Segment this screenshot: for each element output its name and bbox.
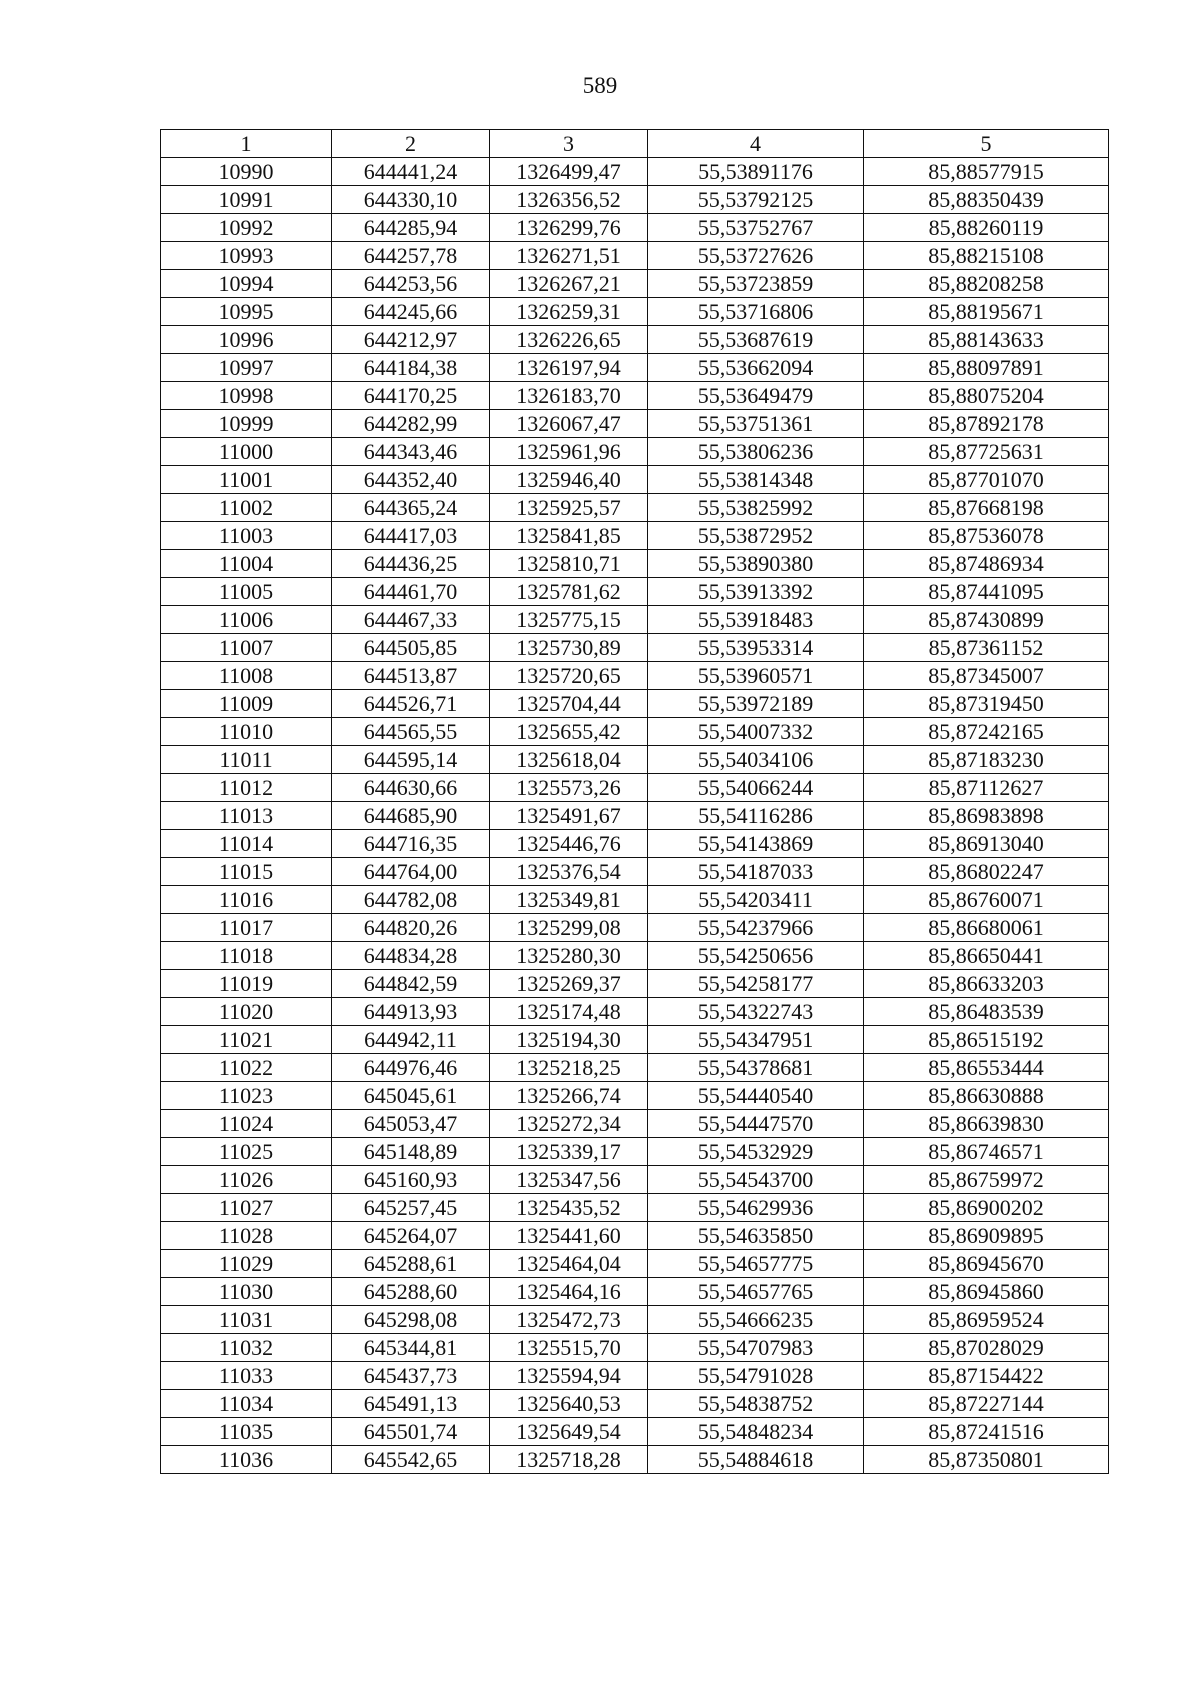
longitude-cell: 85,88350439: [864, 186, 1109, 214]
longitude-cell: 85,88577915: [864, 158, 1109, 186]
longitude-cell: 85,87183230: [864, 746, 1109, 774]
longitude-cell: 85,87892178: [864, 410, 1109, 438]
table-row: [161, 494, 1109, 522]
table-row: [161, 214, 1109, 242]
point-number-cell: 11022: [161, 1054, 332, 1082]
latitude-cell: 55,54250656: [648, 942, 864, 970]
x-coordinate-cell: 644352,40: [332, 466, 490, 494]
longitude-cell: 85,86909895: [864, 1222, 1109, 1250]
y-coordinate-cell: 1326226,65: [490, 326, 648, 354]
latitude-cell: 55,53723859: [648, 270, 864, 298]
x-coordinate-cell: 645491,13: [332, 1390, 490, 1418]
longitude-cell: 85,88195671: [864, 298, 1109, 326]
longitude-cell: 85,87701070: [864, 466, 1109, 494]
table-row: [161, 774, 1109, 802]
longitude-cell: 85,86759972: [864, 1166, 1109, 1194]
table-row: [161, 606, 1109, 634]
y-coordinate-cell: 1326259,31: [490, 298, 648, 326]
longitude-cell: 85,87430899: [864, 606, 1109, 634]
longitude-cell: 85,87345007: [864, 662, 1109, 690]
table-row: [161, 942, 1109, 970]
longitude-cell: 85,88075204: [864, 382, 1109, 410]
point-number-cell: 10994: [161, 270, 332, 298]
column-header-1: 1: [161, 130, 332, 158]
y-coordinate-cell: 1326067,47: [490, 410, 648, 438]
x-coordinate-cell: 644441,24: [332, 158, 490, 186]
latitude-cell: 55,54440540: [648, 1082, 864, 1110]
table-row: [161, 1278, 1109, 1306]
table-row: [161, 1390, 1109, 1418]
y-coordinate-cell: 1326299,76: [490, 214, 648, 242]
longitude-cell: 85,87319450: [864, 690, 1109, 718]
longitude-cell: 85,86760071: [864, 886, 1109, 914]
y-coordinate-cell: 1325781,62: [490, 578, 648, 606]
y-coordinate-cell: 1325280,30: [490, 942, 648, 970]
point-number-cell: 11015: [161, 858, 332, 886]
point-number-cell: 10992: [161, 214, 332, 242]
x-coordinate-cell: 645501,74: [332, 1418, 490, 1446]
x-coordinate-cell: 644257,78: [332, 242, 490, 270]
latitude-cell: 55,53814348: [648, 466, 864, 494]
table-row: [161, 690, 1109, 718]
latitude-cell: 55,53960571: [648, 662, 864, 690]
latitude-cell: 55,53972189: [648, 690, 864, 718]
x-coordinate-cell: 644716,35: [332, 830, 490, 858]
y-coordinate-cell: 1326197,94: [490, 354, 648, 382]
column-header-2: 2: [332, 130, 490, 158]
y-coordinate-cell: 1325174,48: [490, 998, 648, 1026]
latitude-cell: 55,54543700: [648, 1166, 864, 1194]
table-row: [161, 634, 1109, 662]
y-coordinate-cell: 1325376,54: [490, 858, 648, 886]
longitude-cell: 85,88208258: [864, 270, 1109, 298]
column-header-3: 3: [490, 130, 648, 158]
point-number-cell: 10996: [161, 326, 332, 354]
latitude-cell: 55,54791028: [648, 1362, 864, 1390]
x-coordinate-cell: 644782,08: [332, 886, 490, 914]
x-coordinate-cell: 644253,56: [332, 270, 490, 298]
latitude-cell: 55,54707983: [648, 1334, 864, 1362]
y-coordinate-cell: 1326499,47: [490, 158, 648, 186]
point-number-cell: 11004: [161, 550, 332, 578]
y-coordinate-cell: 1325347,56: [490, 1166, 648, 1194]
y-coordinate-cell: 1325218,25: [490, 1054, 648, 1082]
x-coordinate-cell: 644365,24: [332, 494, 490, 522]
x-coordinate-cell: 644417,03: [332, 522, 490, 550]
point-number-cell: 11035: [161, 1418, 332, 1446]
point-number-cell: 10998: [161, 382, 332, 410]
x-coordinate-cell: 644330,10: [332, 186, 490, 214]
table-row: [161, 746, 1109, 774]
latitude-cell: 55,53806236: [648, 438, 864, 466]
table-row: [161, 830, 1109, 858]
y-coordinate-cell: 1325961,96: [490, 438, 648, 466]
longitude-cell: 85,86983898: [864, 802, 1109, 830]
y-coordinate-cell: 1325266,74: [490, 1082, 648, 1110]
latitude-cell: 55,54347951: [648, 1026, 864, 1054]
longitude-cell: 85,87028029: [864, 1334, 1109, 1362]
longitude-cell: 85,88215108: [864, 242, 1109, 270]
latitude-cell: 55,54034106: [648, 746, 864, 774]
table-row: [161, 326, 1109, 354]
latitude-cell: 55,54237966: [648, 914, 864, 942]
x-coordinate-cell: 644184,38: [332, 354, 490, 382]
x-coordinate-cell: 645264,07: [332, 1222, 490, 1250]
table-row: [161, 354, 1109, 382]
point-number-cell: 11033: [161, 1362, 332, 1390]
point-number-cell: 11003: [161, 522, 332, 550]
y-coordinate-cell: 1325655,42: [490, 718, 648, 746]
x-coordinate-cell: 645160,93: [332, 1166, 490, 1194]
table-row: [161, 662, 1109, 690]
latitude-cell: 55,54066244: [648, 774, 864, 802]
latitude-cell: 55,54635850: [648, 1222, 864, 1250]
y-coordinate-cell: 1325810,71: [490, 550, 648, 578]
x-coordinate-cell: 645288,60: [332, 1278, 490, 1306]
latitude-cell: 55,54848234: [648, 1418, 864, 1446]
point-number-cell: 11001: [161, 466, 332, 494]
x-coordinate-cell: 645288,61: [332, 1250, 490, 1278]
point-number-cell: 11011: [161, 746, 332, 774]
table-row: [161, 1250, 1109, 1278]
point-number-cell: 11000: [161, 438, 332, 466]
longitude-cell: 85,87441095: [864, 578, 1109, 606]
longitude-cell: 85,86959524: [864, 1306, 1109, 1334]
table-row: [161, 1418, 1109, 1446]
longitude-cell: 85,87361152: [864, 634, 1109, 662]
point-number-cell: 11006: [161, 606, 332, 634]
point-number-cell: 11025: [161, 1138, 332, 1166]
x-coordinate-cell: 644245,66: [332, 298, 490, 326]
point-number-cell: 11024: [161, 1110, 332, 1138]
y-coordinate-cell: 1325640,53: [490, 1390, 648, 1418]
y-coordinate-cell: 1325446,76: [490, 830, 648, 858]
point-number-cell: 11007: [161, 634, 332, 662]
point-number-cell: 10995: [161, 298, 332, 326]
longitude-cell: 85,87241516: [864, 1418, 1109, 1446]
table-row: [161, 1306, 1109, 1334]
x-coordinate-cell: 644764,00: [332, 858, 490, 886]
y-coordinate-cell: 1325194,30: [490, 1026, 648, 1054]
point-number-cell: 11026: [161, 1166, 332, 1194]
x-coordinate-cell: 644285,94: [332, 214, 490, 242]
x-coordinate-cell: 644461,70: [332, 578, 490, 606]
y-coordinate-cell: 1325464,16: [490, 1278, 648, 1306]
x-coordinate-cell: 645257,45: [332, 1194, 490, 1222]
latitude-cell: 55,54007332: [648, 718, 864, 746]
longitude-cell: 85,86483539: [864, 998, 1109, 1026]
longitude-cell: 85,87242165: [864, 718, 1109, 746]
table-row: [161, 438, 1109, 466]
y-coordinate-cell: 1325441,60: [490, 1222, 648, 1250]
x-coordinate-cell: 644282,99: [332, 410, 490, 438]
longitude-cell: 85,86553444: [864, 1054, 1109, 1082]
point-number-cell: 11036: [161, 1446, 332, 1474]
point-number-cell: 11002: [161, 494, 332, 522]
table-row: [161, 1082, 1109, 1110]
table-row: [161, 914, 1109, 942]
y-coordinate-cell: 1325594,94: [490, 1362, 648, 1390]
y-coordinate-cell: 1325515,70: [490, 1334, 648, 1362]
x-coordinate-cell: 644526,71: [332, 690, 490, 718]
latitude-cell: 55,54116286: [648, 802, 864, 830]
point-number-cell: 11021: [161, 1026, 332, 1054]
coordinates-table: [160, 129, 1109, 1474]
latitude-cell: 55,53751361: [648, 410, 864, 438]
x-coordinate-cell: 644630,66: [332, 774, 490, 802]
table-row: [161, 578, 1109, 606]
column-header-4: 4: [648, 130, 864, 158]
latitude-cell: 55,54203411: [648, 886, 864, 914]
point-number-cell: 11008: [161, 662, 332, 690]
latitude-cell: 55,53727626: [648, 242, 864, 270]
y-coordinate-cell: 1325339,17: [490, 1138, 648, 1166]
table-row: [161, 998, 1109, 1026]
longitude-cell: 85,87112627: [864, 774, 1109, 802]
table-row: [161, 410, 1109, 438]
point-number-cell: 11029: [161, 1250, 332, 1278]
y-coordinate-cell: 1325618,04: [490, 746, 648, 774]
longitude-cell: 85,88097891: [864, 354, 1109, 382]
longitude-cell: 85,86945670: [864, 1250, 1109, 1278]
table-row: [161, 466, 1109, 494]
y-coordinate-cell: 1325269,37: [490, 970, 648, 998]
table-row: [161, 858, 1109, 886]
longitude-cell: 85,87154422: [864, 1362, 1109, 1390]
latitude-cell: 55,54838752: [648, 1390, 864, 1418]
x-coordinate-cell: 644976,46: [332, 1054, 490, 1082]
x-coordinate-cell: 644913,93: [332, 998, 490, 1026]
x-coordinate-cell: 645542,65: [332, 1446, 490, 1474]
latitude-cell: 55,54378681: [648, 1054, 864, 1082]
y-coordinate-cell: 1325925,57: [490, 494, 648, 522]
point-number-cell: 10991: [161, 186, 332, 214]
y-coordinate-cell: 1325472,73: [490, 1306, 648, 1334]
table-row: [161, 1222, 1109, 1250]
x-coordinate-cell: 644565,55: [332, 718, 490, 746]
table-row: [161, 1138, 1109, 1166]
longitude-cell: 85,87668198: [864, 494, 1109, 522]
y-coordinate-cell: 1325704,44: [490, 690, 648, 718]
latitude-cell: 55,53891176: [648, 158, 864, 186]
table-row: [161, 1166, 1109, 1194]
table-row: [161, 1446, 1109, 1474]
longitude-cell: 85,86746571: [864, 1138, 1109, 1166]
point-number-cell: 11012: [161, 774, 332, 802]
x-coordinate-cell: 644942,11: [332, 1026, 490, 1054]
point-number-cell: 10999: [161, 410, 332, 438]
point-number-cell: 11028: [161, 1222, 332, 1250]
latitude-cell: 55,53913392: [648, 578, 864, 606]
table-header: [161, 130, 1109, 158]
x-coordinate-cell: 644436,25: [332, 550, 490, 578]
y-coordinate-cell: 1325720,65: [490, 662, 648, 690]
x-coordinate-cell: 644842,59: [332, 970, 490, 998]
x-coordinate-cell: 645045,61: [332, 1082, 490, 1110]
table-row: [161, 886, 1109, 914]
x-coordinate-cell: 644513,87: [332, 662, 490, 690]
longitude-cell: 85,87536078: [864, 522, 1109, 550]
latitude-cell: 55,54629936: [648, 1194, 864, 1222]
latitude-cell: 55,54143869: [648, 830, 864, 858]
y-coordinate-cell: 1325573,26: [490, 774, 648, 802]
latitude-cell: 55,54322743: [648, 998, 864, 1026]
longitude-cell: 85,87227144: [864, 1390, 1109, 1418]
column-header-5: 5: [864, 130, 1109, 158]
latitude-cell: 55,53953314: [648, 634, 864, 662]
y-coordinate-cell: 1325649,54: [490, 1418, 648, 1446]
x-coordinate-cell: 645344,81: [332, 1334, 490, 1362]
latitude-cell: 55,54258177: [648, 970, 864, 998]
point-number-cell: 10997: [161, 354, 332, 382]
latitude-cell: 55,53792125: [648, 186, 864, 214]
longitude-cell: 85,86633203: [864, 970, 1109, 998]
latitude-cell: 55,53918483: [648, 606, 864, 634]
latitude-cell: 55,54657765: [648, 1278, 864, 1306]
point-number-cell: 11017: [161, 914, 332, 942]
table-row: [161, 382, 1109, 410]
latitude-cell: 55,53649479: [648, 382, 864, 410]
latitude-cell: 55,54657775: [648, 1250, 864, 1278]
longitude-cell: 85,87486934: [864, 550, 1109, 578]
longitude-cell: 85,86515192: [864, 1026, 1109, 1054]
y-coordinate-cell: 1326271,51: [490, 242, 648, 270]
table-body: [161, 158, 1109, 1474]
y-coordinate-cell: 1325435,52: [490, 1194, 648, 1222]
y-coordinate-cell: 1325841,85: [490, 522, 648, 550]
latitude-cell: 55,53662094: [648, 354, 864, 382]
y-coordinate-cell: 1325491,67: [490, 802, 648, 830]
point-number-cell: 11009: [161, 690, 332, 718]
table-row: [161, 298, 1109, 326]
latitude-cell: 55,53716806: [648, 298, 864, 326]
y-coordinate-cell: 1325718,28: [490, 1446, 648, 1474]
latitude-cell: 55,54187033: [648, 858, 864, 886]
point-number-cell: 10990: [161, 158, 332, 186]
table-row: [161, 522, 1109, 550]
longitude-cell: 85,86900202: [864, 1194, 1109, 1222]
table-row: [161, 1110, 1109, 1138]
table-row: [161, 550, 1109, 578]
longitude-cell: 85,86945860: [864, 1278, 1109, 1306]
point-number-cell: 11030: [161, 1278, 332, 1306]
latitude-cell: 55,53890380: [648, 550, 864, 578]
page-number: 589: [582, 73, 618, 98]
point-number-cell: 11018: [161, 942, 332, 970]
point-number-cell: 11020: [161, 998, 332, 1026]
point-number-cell: 11013: [161, 802, 332, 830]
y-coordinate-cell: 1325299,08: [490, 914, 648, 942]
y-coordinate-cell: 1326356,52: [490, 186, 648, 214]
point-number-cell: 10993: [161, 242, 332, 270]
longitude-cell: 85,88143633: [864, 326, 1109, 354]
table-row: [161, 158, 1109, 186]
point-number-cell: 11031: [161, 1306, 332, 1334]
latitude-cell: 55,53872952: [648, 522, 864, 550]
table-row: [161, 242, 1109, 270]
longitude-cell: 85,86802247: [864, 858, 1109, 886]
table-row: [161, 718, 1109, 746]
y-coordinate-cell: 1326183,70: [490, 382, 648, 410]
y-coordinate-cell: 1325946,40: [490, 466, 648, 494]
x-coordinate-cell: 645053,47: [332, 1110, 490, 1138]
table-row: [161, 970, 1109, 998]
table-row: [161, 1334, 1109, 1362]
x-coordinate-cell: 644212,97: [332, 326, 490, 354]
point-number-cell: 11016: [161, 886, 332, 914]
longitude-cell: 85,87725631: [864, 438, 1109, 466]
point-number-cell: 11034: [161, 1390, 332, 1418]
x-coordinate-cell: 644170,25: [332, 382, 490, 410]
table-row: [161, 1026, 1109, 1054]
x-coordinate-cell: 645148,89: [332, 1138, 490, 1166]
table-row: [161, 186, 1109, 214]
latitude-cell: 55,54884618: [648, 1446, 864, 1474]
x-coordinate-cell: 644834,28: [332, 942, 490, 970]
longitude-cell: 85,86630888: [864, 1082, 1109, 1110]
y-coordinate-cell: 1325730,89: [490, 634, 648, 662]
latitude-cell: 55,53825992: [648, 494, 864, 522]
point-number-cell: 11010: [161, 718, 332, 746]
x-coordinate-cell: 645437,73: [332, 1362, 490, 1390]
longitude-cell: 85,86680061: [864, 914, 1109, 942]
header-row: [161, 130, 1109, 158]
longitude-cell: 85,86639830: [864, 1110, 1109, 1138]
y-coordinate-cell: 1325272,34: [490, 1110, 648, 1138]
point-number-cell: 11027: [161, 1194, 332, 1222]
y-coordinate-cell: 1326267,21: [490, 270, 648, 298]
table-row: [161, 270, 1109, 298]
x-coordinate-cell: 644467,33: [332, 606, 490, 634]
longitude-cell: 85,88260119: [864, 214, 1109, 242]
longitude-cell: 85,86650441: [864, 942, 1109, 970]
x-coordinate-cell: 644595,14: [332, 746, 490, 774]
x-coordinate-cell: 644820,26: [332, 914, 490, 942]
latitude-cell: 55,54532929: [648, 1138, 864, 1166]
point-number-cell: 11032: [161, 1334, 332, 1362]
table-row: [161, 1054, 1109, 1082]
x-coordinate-cell: 644505,85: [332, 634, 490, 662]
point-number-cell: 11014: [161, 830, 332, 858]
table-row: [161, 1362, 1109, 1390]
y-coordinate-cell: 1325349,81: [490, 886, 648, 914]
x-coordinate-cell: 645298,08: [332, 1306, 490, 1334]
y-coordinate-cell: 1325464,04: [490, 1250, 648, 1278]
latitude-cell: 55,54447570: [648, 1110, 864, 1138]
y-coordinate-cell: 1325775,15: [490, 606, 648, 634]
x-coordinate-cell: 644343,46: [332, 438, 490, 466]
longitude-cell: 85,86913040: [864, 830, 1109, 858]
x-coordinate-cell: 644685,90: [332, 802, 490, 830]
latitude-cell: 55,54666235: [648, 1306, 864, 1334]
table-row: [161, 1194, 1109, 1222]
latitude-cell: 55,53687619: [648, 326, 864, 354]
point-number-cell: 11005: [161, 578, 332, 606]
point-number-cell: 11023: [161, 1082, 332, 1110]
table-row: [161, 802, 1109, 830]
latitude-cell: 55,53752767: [648, 214, 864, 242]
point-number-cell: 11019: [161, 970, 332, 998]
longitude-cell: 85,87350801: [864, 1446, 1109, 1474]
